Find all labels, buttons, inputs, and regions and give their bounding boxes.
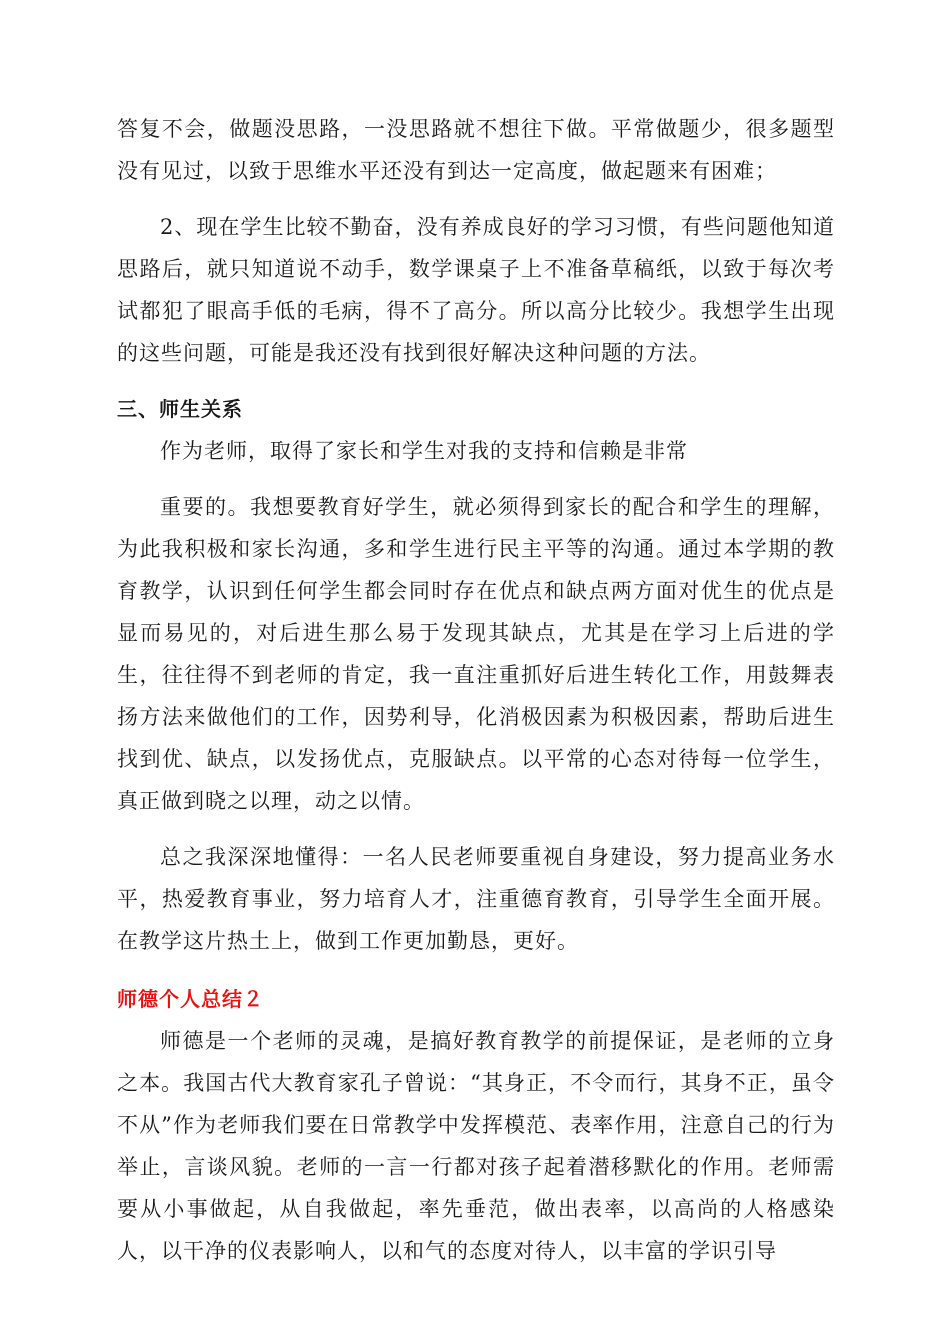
- paragraph-point-2: 2、现在学生比较不勤奋，没有养成良好的学习习惯，有些问题他知道思路后，就只知道说不动手，数学课桌子上不准备草稿纸，以致于每次考试都犯了眼高手低的毛病，得不了高分。所以高分比较少。我想学生出现的这些问题，可能是我还没有找到很好解决这种问题的方法。: [117, 215, 835, 365]
- section-heading-summary-2: 师德个人总结２: [117, 987, 264, 1011]
- paragraph-support: 作为老师，取得了家长和学生对我的支持和信赖是非常: [160, 439, 688, 463]
- paragraph-conclusion: 总之我深深地懂得：一名人民老师要重视自身建设，努力提高业务水平，热爱教育事业，努力培育人才，注重德育教育，引导学生全面开展。在教学这片热土上，做到工作更加勤恳，更好。: [117, 845, 835, 953]
- paragraph-continued: 答复不会，做题没思路，一没思路就不想往下做。平常做题少，很多题型没有见过，以致于思维水平还没有到达一定高度，做起题来有困难；: [117, 117, 835, 183]
- section-heading-teacher-student: 三、师生关系: [117, 397, 243, 421]
- paragraph-relationship: 重要的。我想要教育好学生，就必须得到家长的配合和学生的理解，为此我积极和家长沟通，多和学生进行民主平等的沟通。通过本学期的教育教学，认识到任何学生都会同时存在优点和缺点两方面对优生的优点是显而易见的，对后进生那么易于发现其缺点，尤其是在学习上后进的学生，往往得不到老师的肯定，我一直注重抓好后进生转化工作，用鼓舞表扬方法来做他们的工作，因势利导，化消极因素为积极因素，帮助后进生找到优、缺点，以发扬优点，克服缺点。以平常的心态对待每一位学生，真正做到晓之以理，动之以情。: [117, 495, 835, 813]
- document-page: [117, 108, 835, 1272]
- paragraph-ethics: 师德是一个老师的灵魂，是搞好教育教学的前提保证，是老师的立身之本。我国古代大教育家孔子曾说：“其身正，不令而行，其身不正，虽令不从”作为老师我们要在日常教学中发挥模范、表率作用，注意自己的行为举止，言谈风貌。老师的一言一行都对孩子起着潜移默化的作用。老师需要从小事做起，从自我做起，率先垂范，做出表率，以高尚的人格感染人，以干净的仪表影响人，以和气的态度对待人，以丰富的学识引导: [117, 1029, 835, 1263]
